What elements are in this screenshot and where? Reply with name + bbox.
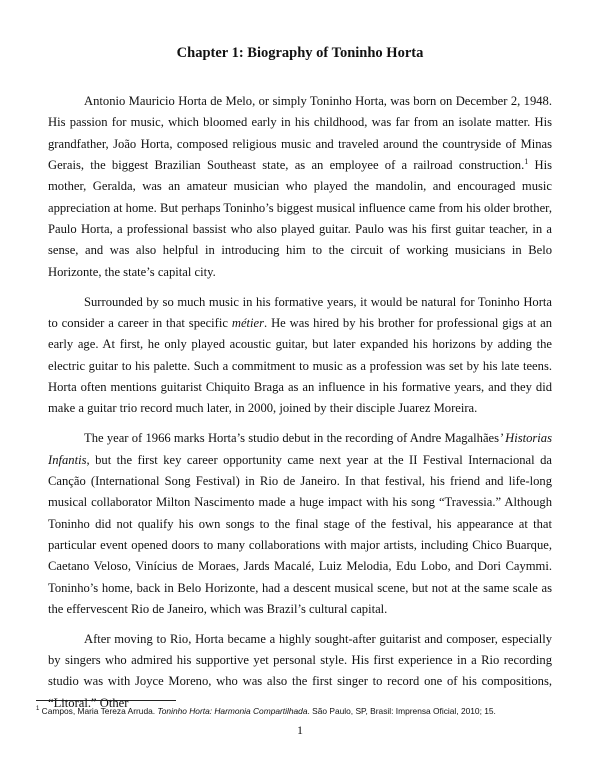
paragraph-2-text-a: Surrounded by so much music in his formative years, it would be natural for Toninho Horta to consider a career in that specific: [48, 294, 552, 330]
footnote-reference[interactable]: 1: [524, 156, 529, 166]
paragraph-3-emphasis: ’ Historias Infantis: [48, 431, 552, 467]
paragraph-2: [48, 292, 552, 420]
footnote-separator: [36, 700, 176, 701]
footnote-author: Campos, Maria Tereza Arruda.: [39, 706, 158, 716]
paragraph-3: [48, 428, 552, 620]
footnote: [36, 706, 576, 716]
paragraph-1-text-b: His mother, Geralda, was an amateur musician who played the mandolin, and encouraged music appreciation at home. But perhaps Toninho’s biggest musical influence came from his older brother, Paulo Horta, a professional bassist who also played guitar. Paulo was his first guitar teacher, in a sense, and was also helpful in introducing him to the circuit of working musicians in Belo Horizonte, the state’s capital city.: [48, 158, 552, 279]
footnote-number: 1: [36, 706, 40, 713]
footnote-publication: . São Paulo, SP, Brasil: Imprensa Oficial, 2010; 15.: [307, 706, 496, 716]
paragraph-2-emphasis: métier: [231, 315, 265, 330]
footnote-work-title: Toninho Horta: Harmonia Compartilhada: [157, 706, 308, 716]
paragraph-3-text-a: The year of 1966 marks Horta’s studio debut in the recording of Andre Magalhães: [84, 431, 500, 446]
paragraph-1: [48, 91, 552, 283]
chapter-title: Chapter 1: Biography of Toninho Horta: [176, 45, 424, 61]
body-text: [48, 91, 552, 723]
paragraph-4: After moving to Rio, Horta became a highly sought-after guitarist and composer, especially by singers who admired his supportive yet personal style. His first experience in a Rio recording studio was with Joyce Moreno, who was also the first singer to record one of his compositions, “Litoral.” Other: [48, 631, 552, 710]
paragraph-2-text-b: . He was hired by his brother for professional gigs at an early age. At first, he only played acoustic guitar, but later expanded his horizons by adding the electric guitar to his palette. Such a commitment to music as a profession was set by his late teens. Horta often mentions guitarist Chiquito Braga as an influence in his formative years, and they did make a guitar trio record much later, in 2000, joined by their disciple Juarez Moreira.: [48, 315, 552, 416]
page-number: 1: [297, 723, 303, 737]
paragraph-3-text-b: , but the first key career opportunity came next year at the II Festival Internacional da Canção (International Song Festival) in Rio de Janeiro. In that festival, his friend and life-long musical collaborator Milton Nascimento made a huge impact with his song “Travessia.” Although Toninho did not qualify his own songs to the final stage of the festival, his appearance at that particular event opened doors to many collaborations with major artists, including Chico Buarque, Caetano Veloso, Vinícius de Moraes, Jards Macalé, Luiz Melodia, Edu Lobo, and Dori Caymmi. Toninho’s home, back in Belo Horizonte, had a descent musical scene, but not at the same scale as the effervescent Rio de Janeiro, which was Brazil’s cultural capital.: [48, 452, 552, 616]
paragraph-1-text-a: Antonio Mauricio Horta de Melo, or simply Toninho Horta, was born on December 2, 1948. His passion for music, which bloomed early in his childhood, was far from an isolate matter. His grandfather, João Horta, composed religious music and traveled around the countryside of Minas Gerais, the biggest Brazilian Southeast state, as an employee of a railroad construction.: [48, 94, 552, 173]
